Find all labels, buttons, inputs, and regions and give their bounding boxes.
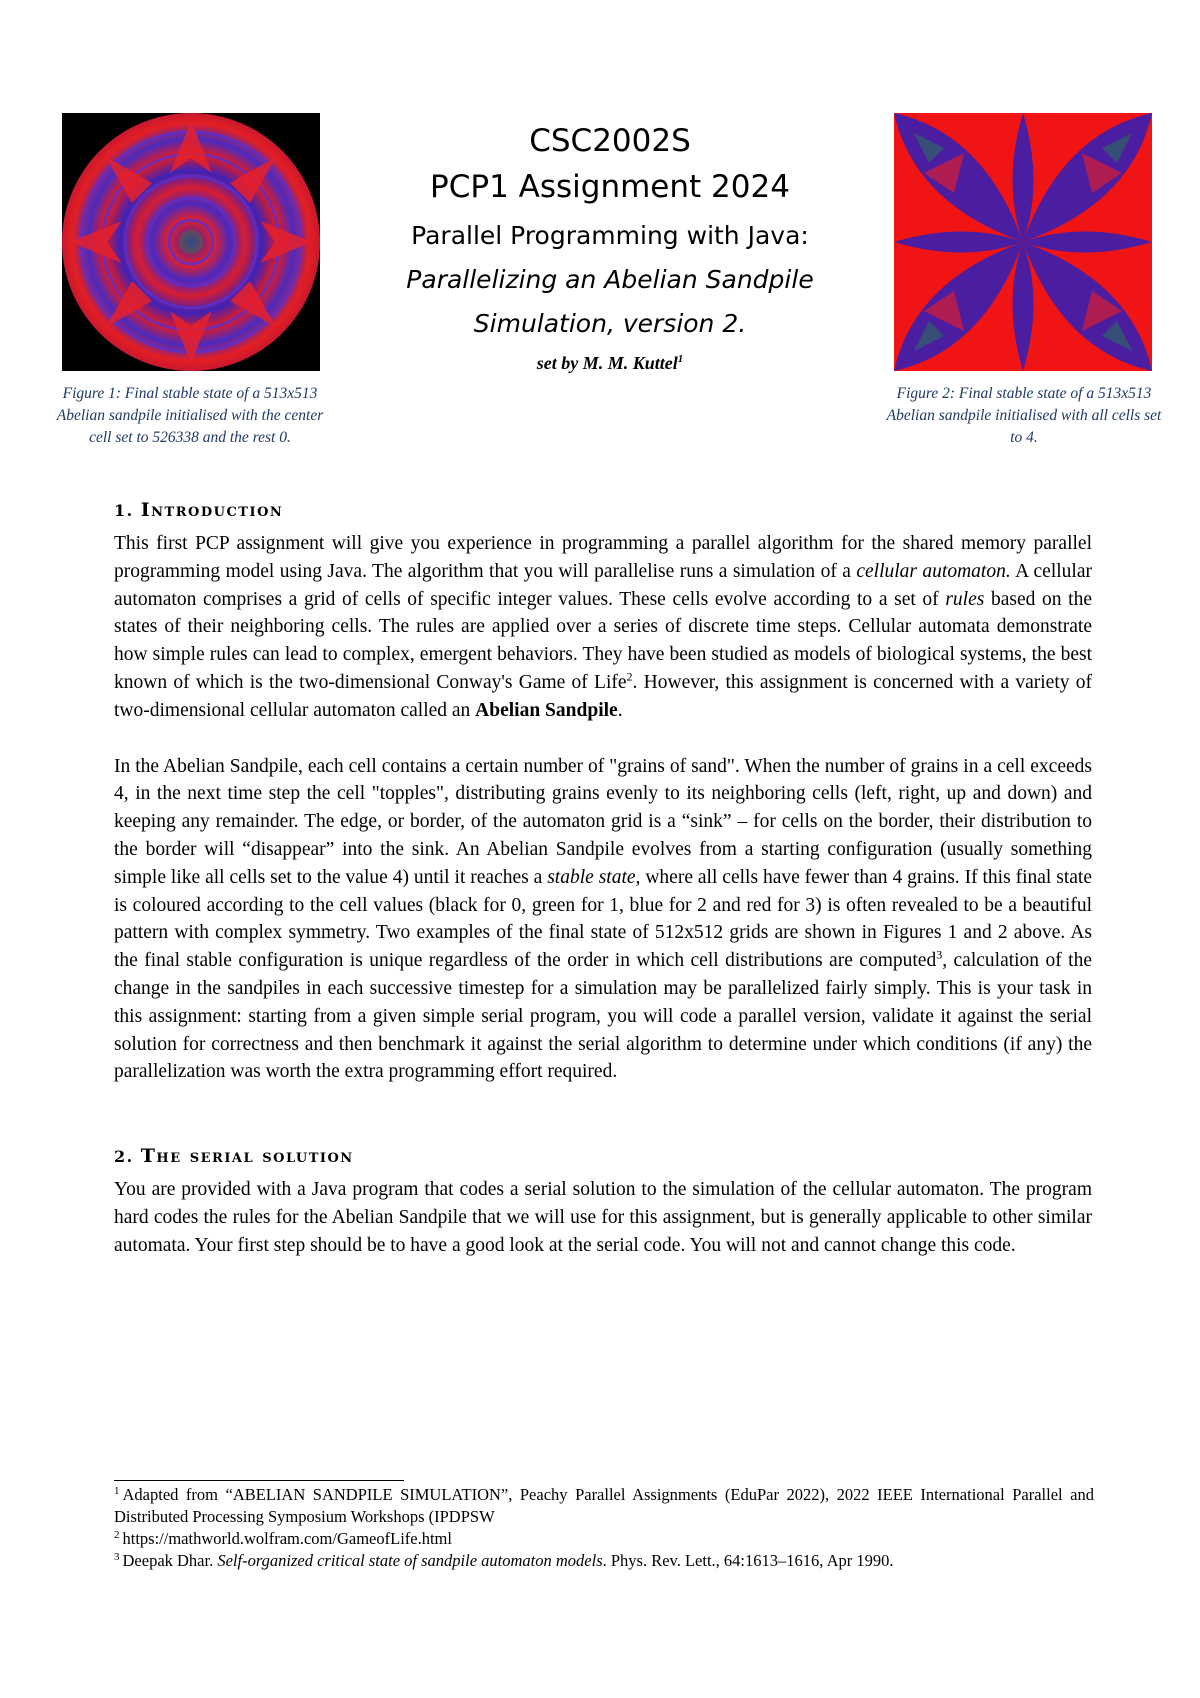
p1-text-e: . <box>617 699 623 721</box>
footnote-2-link[interactable]: https://mathworld.wolfram.com/GameofLife.html <box>122 1529 452 1548</box>
assignment-subtitle-italic-2: Simulation, version 2. <box>473 309 747 338</box>
sandpile-uniform-pattern <box>894 113 1152 371</box>
section-2-title: The serial solution <box>140 1145 354 1168</box>
footnote-3-author: Deepak Dhar. <box>122 1551 218 1570</box>
footnote-1 <box>114 1484 1094 1528</box>
figure-1-caption: Figure 1: Final stable state of a 513x513 Abelian sandpile initialised with the center cell set to 526338 and the rest 0. <box>56 385 324 446</box>
p1-text-a: This first PCP assignment will give you experience in programming a parallel algorithm for the shared memory parallel programming model using Java. The algorithm that you will parallelise runs a simulation of a <box>114 533 1092 582</box>
assignment-subtitle: Parallel Programming with Java: <box>411 221 809 250</box>
intro-paragraph-2 <box>114 753 1092 1087</box>
footnote-3 <box>114 1550 1094 1572</box>
course-code: CSC2002S <box>529 123 691 159</box>
p1-text-d: . However, this assignment is concerned with a variety of two-dimensional cellular automaton called an <box>114 671 1092 721</box>
figure-2-image <box>894 113 1152 371</box>
footnote-2 <box>114 1528 1094 1550</box>
author-footnote-ref: 1 <box>677 353 684 365</box>
p2-text-a: In the Abelian Sandpile, each cell contains a certain number of "grains of sand". When the number of grains in a cell exceeds 4, in the next time step the cell "topples", distributing grains evenly to its neighboring cells (left, right, up and down) and keeping any remainder. The edge, or border, of the automaton grid is a “sink” – for cells on the border, their distribution to the border will “disappear” into the sink. An Abelian Sandpile evolves from a starting configuration (usually something simple like all cells set to the value 4) until it reaches a <box>114 755 1092 888</box>
section-1-heading <box>114 498 1092 523</box>
assignment-subtitle-italic-1: Parallelizing an Abelian Sandpile <box>406 265 814 294</box>
footnote-3-citation: . Phys. Rev. Lett., 64:1613–1616, Apr 1990. <box>602 1551 894 1570</box>
main-content <box>114 498 1092 1260</box>
section-1-number: 1. <box>114 501 134 520</box>
sandpile-center-pattern <box>62 113 320 371</box>
footnote-3-title: Self-organized critical state of sandpile automaton models <box>217 1551 603 1570</box>
footnotes <box>114 1484 1094 1572</box>
p2-text-b: where all cells have fewer than 4 grains. If this final state is coloured according to the cell values (black for 0, green for 1, blue for 2 and red for 3) is often revealed to be a beautiful pattern with complex symmetry. Two examples of the final state of 512x512 grids are shown in Figures 1 and 2 above. As the final stable configuration is unique regardless of the order in which cell distributions are computed <box>114 866 1092 972</box>
p1-rules: rules <box>945 588 985 610</box>
footnote-separator <box>114 1480 404 1481</box>
intro-paragraph-1 <box>114 530 1092 725</box>
footnote-3-number: 3 <box>114 1550 120 1563</box>
p1-cellular-automaton: cellular automaton. <box>856 560 1011 582</box>
section-2-heading <box>114 1144 1092 1169</box>
footnote-ref-2: 2 <box>626 669 633 684</box>
title-block <box>340 118 880 378</box>
p1-abelian-sandpile: Abelian Sandpile <box>475 699 618 721</box>
section-2-number: 2. <box>114 1147 134 1167</box>
author: set by M. M. Kuttel <box>536 353 678 373</box>
figure-2-caption: Figure 2: Final stable state of a 513x513 Abelian sandpile initialised with all cells set to 4. <box>886 385 1162 446</box>
p1-text-b: A cellular automaton comprises a grid of cells of specific integer values. These cells evolve according to a set of <box>114 560 1092 610</box>
section-1-title: Introduction <box>140 499 284 521</box>
figure-1-image <box>62 113 320 371</box>
footnote-1-number: 1 <box>114 1484 120 1497</box>
footnote-ref-3: 3 <box>936 947 943 962</box>
footnote-1-text: Adapted from “ABELIAN SANDPILE SIMULATION”, Peachy Parallel Assignments (EduPar 2022), 2022 IEEE International Parallel and Distributed Processing Symposium Workshops (IPDPSW <box>114 1485 1094 1526</box>
p1-text-c: based on the states of their neighboring cells. The rules are applied over a series of discrete time steps. Cellular automata demonstrate how simple rules can lead to complex, emergent behaviors. They have been studied as models of biological systems, the best known of which is the two-dimensional Conway's Game of Life <box>114 588 1092 693</box>
author-line <box>340 348 880 378</box>
footnote-2-number: 2 <box>114 1528 120 1541</box>
serial-paragraph: You are provided with a Java program that codes a serial solution to the simulation of the cellular automaton. The program hard codes the rules for the Abelian Sandpile that we will use for this assignment, but is generally applicable to other similar automata. Your first step should be to have a good look at the serial code. You will not and cannot change this code. <box>114 1179 1092 1256</box>
p2-text-c: , calculation of the change in the sandpiles in each successive timestep for a simulation may be parallelized fairly simply. This is your task in this assignment: starting from a given simple serial program, you will code a parallel version, validate it against the serial solution for correctness and then benchmark it against the serial algorithm to determine under which conditions (if any) the parallelization was worth the extra programming effort required. <box>114 950 1093 1083</box>
assignment-title: PCP1 Assignment 2024 <box>430 169 790 205</box>
p2-stable-state: stable state, <box>547 866 641 888</box>
